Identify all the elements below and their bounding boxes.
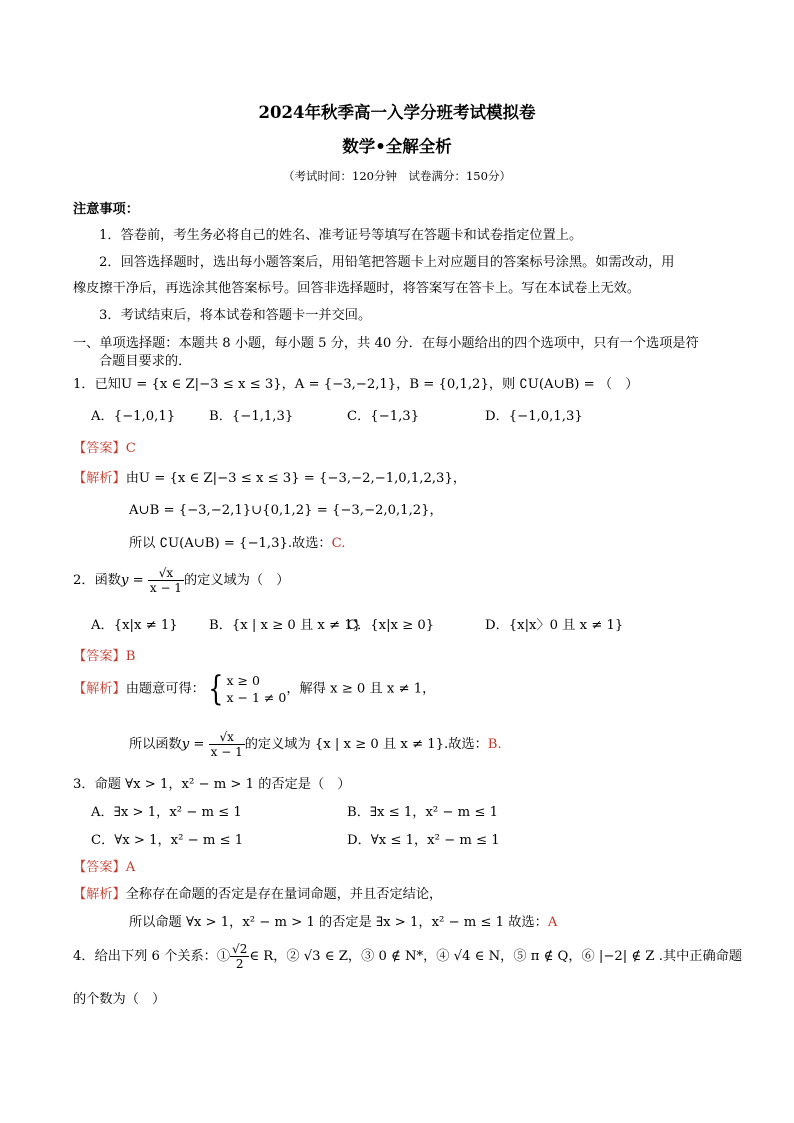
- brace-symbol: {: [208, 669, 224, 709]
- q1-analysis-1: 由U = {x ∈ Z|−3 ≤ x ≤ 3} = {−3,−2,−1,0,1,2,3}，: [125, 471, 467, 486]
- page-subtitle: 数学•全解全析: [342, 137, 452, 156]
- exam-info: （考试时间：120分钟 试卷满分：150分）: [283, 169, 511, 183]
- answer-label: 【答案】: [73, 649, 126, 664]
- q4-stem-line2: 的个数为（ ）: [73, 992, 166, 1007]
- q3-option-d: D．∀x ≤ 1，x² − m ≤ 1: [347, 833, 500, 848]
- q3-option-c: C．∀x > 1，x² − m ≤ 1: [91, 833, 244, 848]
- q1-analysis-answer: C.: [331, 536, 346, 551]
- q2-answer: B: [125, 649, 136, 664]
- q4-frac-den: 2: [235, 957, 244, 971]
- q1-stem: 1．已知U = {x ∈ Z|−3 ≤ x ≤ 3}，A = {−3,−2,1}，B = {0,1,2}，则 ∁U(A∪B) = （ ）: [73, 377, 639, 392]
- q1-option-d: D．{−1,0,1,3}: [485, 409, 583, 424]
- q4-frac-num: √2: [232, 942, 248, 956]
- q1-option-b: B．{−1,1,3}: [209, 409, 294, 424]
- q4-stem-pre: 4．给出下列 6 个关系：①: [73, 949, 231, 964]
- q2-sys-1: x ≥ 0: [226, 673, 260, 688]
- q2-option-a: A．{x|x ≠ 1}: [91, 618, 178, 633]
- q2-analysis-answer: B.: [487, 737, 502, 752]
- q1-option-a: A．{−1,0,1}: [91, 409, 176, 424]
- q2-frac-num-2: √x: [209, 730, 245, 745]
- q2-analysis2-pre: 所以函数: [129, 737, 182, 752]
- notice-item-2: 2．回答选择题时，选出每小题答案后，用铅笔把答题卡上对应题目的答案标号涂黑。如需改动，用: [99, 255, 675, 270]
- section-heading-cont: 合题目要求的．: [99, 354, 192, 369]
- q2-stem-pre: 2．函数: [73, 573, 121, 588]
- q2-analysis-1: [73, 669, 436, 709]
- page-title: 2024年秋季高一入学分班考试模拟卷: [258, 103, 536, 122]
- q2-analysis-mid: ，解得 x ≥ 0 且 x ≠ 1，: [286, 681, 436, 697]
- notice-item-2-cont: 橡皮擦干净后，再选涂其他答案标号。回答非选择题时，将答案写在答卡上。写在本试卷上无效。: [73, 281, 641, 296]
- q2-frac-den: x − 1: [149, 581, 182, 595]
- analysis-label: 【解析】: [73, 471, 126, 486]
- q3-analysis-1: 全称存在命题的否定是存在量词命题，并且否定结论，: [125, 887, 443, 902]
- q3-option-a: A．∃x > 1，x² − m ≤ 1: [91, 805, 242, 820]
- q2-frac-num: √x: [148, 566, 184, 581]
- q4-fraction: [230, 942, 249, 971]
- notice-item-3: 3．考试结束后，将本试卷和答题卡一并交回。: [99, 308, 372, 323]
- q2-y-eq-2: y =: [181, 737, 205, 752]
- q2-stem: [73, 566, 289, 595]
- q1-answer: C: [125, 441, 136, 456]
- q3-analysis-answer: A: [547, 915, 558, 930]
- q2-analysis2-post: 的定义域为 {x | x ≥ 0 且 x ≠ 1}.故选：: [244, 737, 488, 752]
- q2-sys-2: x − 1 ≠ 0: [226, 690, 287, 705]
- q2-analysis-2: [129, 730, 502, 759]
- q2-option-b: B．{x | x ≥ 0 且 x ≠ 1}: [209, 618, 362, 633]
- q2-option-c: C．{x|x ≥ 0}: [347, 618, 435, 633]
- analysis-label: 【解析】: [73, 887, 126, 902]
- notice-heading: 注意事项：: [73, 202, 139, 217]
- q3-stem: 3．命题 ∀x > 1，x² − m > 1 的否定是（ ）: [73, 777, 351, 792]
- q2-fraction-2: [209, 730, 245, 759]
- q2-option-d: D．{x|x〉0 且 x ≠ 1}: [485, 618, 624, 633]
- q2-y-eq: y =: [120, 573, 144, 588]
- q2-stem-post: 的定义域为（ ）: [183, 573, 290, 588]
- q3-analysis-2: 所以命题 ∀x > 1，x² − m > 1 的否定是 ∃x > 1，x² − m ≤ 1 故选：: [129, 915, 548, 930]
- q3-option-b: B．∃x ≤ 1，x² − m ≤ 1: [347, 805, 498, 820]
- q2-analysis-pre: 由题意可得：: [125, 681, 205, 697]
- analysis-label: 【解析】: [73, 681, 126, 697]
- q4-stem-post: ∈ R，② √3 ∈ Z，③ 0 ∉ N*，④ √4 ∈ N，⑤ π ∉ Q，⑥ |−2| ∉ Z .其中正确命题: [249, 949, 743, 964]
- q1-option-c: C．{−1,3}: [347, 409, 420, 424]
- q1-analysis-3: 所以 ∁U(A∪B) = {−1,3}.故选：: [129, 536, 332, 551]
- q2-frac-den-2: x − 1: [210, 745, 243, 759]
- section-heading: 一、单项选择题：本题共 8 小题，每小题 5 分，共 40 分．在每小题给出的四个选项中，只有一个选项是符: [73, 336, 699, 351]
- q4-stem: [73, 942, 742, 971]
- notice-item-1: 1．答卷前，考生务必将自己的姓名、准考证号等填写在答题卡和试卷指定位置上。: [99, 228, 583, 243]
- q2-fraction: [148, 566, 184, 595]
- q2-system: [227, 672, 287, 706]
- answer-label: 【答案】: [73, 860, 126, 875]
- q1-analysis-2: A∪B = {−3,−2,1}∪{0,1,2} = {−3,−2,0,1,2}，: [129, 503, 443, 518]
- q3-answer: A: [125, 860, 136, 875]
- answer-label: 【答案】: [73, 441, 126, 456]
